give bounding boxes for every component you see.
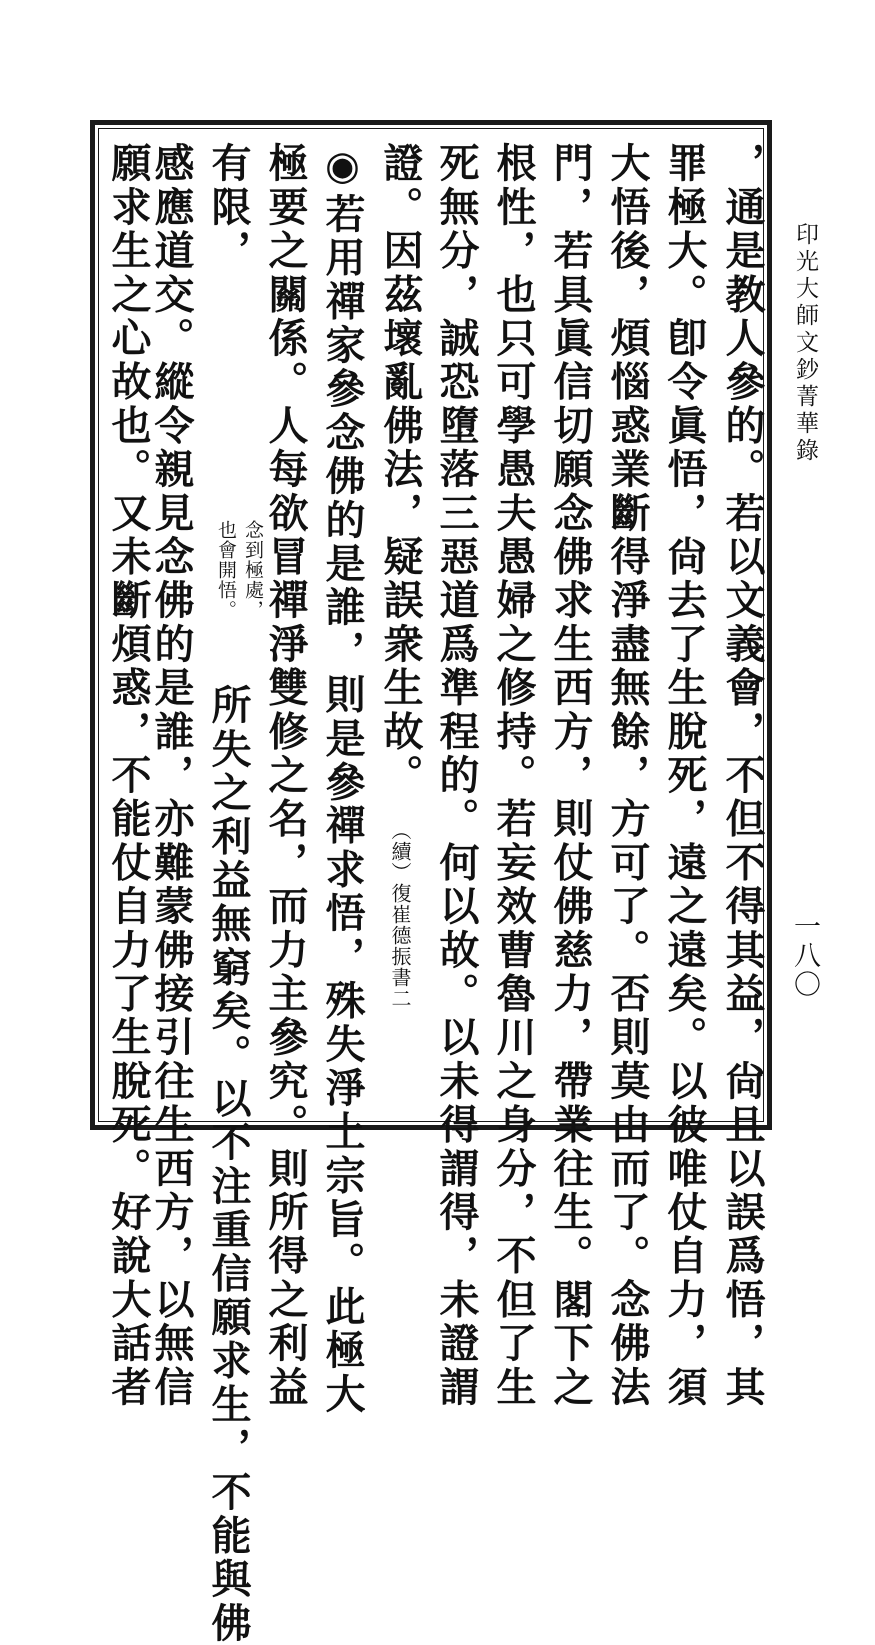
text-column-4: 門，若具眞信切願念佛求生西方，則仗佛慈力，帶業往生。閣下之: [547, 142, 594, 1410]
inline-note-line-a: 念到極處，: [242, 520, 264, 620]
text-column-7-body: 證。因茲壞亂佛法，疑誤衆生故。: [377, 142, 424, 798]
text-column-5: 根性，也只可學愚夫愚婦之修持。若妄效曹魯川之身分，不但了生: [490, 142, 537, 1410]
letter-title: （續）復崔德振書二: [388, 819, 412, 1009]
text-column-7: [377, 142, 424, 1009]
text-column-12: 願求生之心故也。又未斷煩惑，不能仗自力了生脫死。好說大話者: [105, 142, 152, 1410]
text-column-3: 大悟後，煩惱惑業斷得淨盡無餘，方可了。否則莫由而了。念佛法: [604, 142, 651, 1410]
book-title: 印光大師文鈔菁華錄: [792, 222, 818, 465]
text-column-8: ◉若用禪家參念佛的是誰，則是參禪求悟，殊失淨土宗旨。此極大: [319, 142, 366, 1417]
text-column-9: 極要之關係。人每欲冒禪淨雙修之名，而力主參究。則所得之利益: [262, 142, 309, 1410]
text-column-10-bottom: 所失之利益無窮矣。以不注重信願求生，不能與佛: [205, 684, 252, 1645]
text-column-10-top: 有限，: [205, 142, 252, 274]
text-column-1: ，通是教人參的。若以文義會，不但不得其益，尙且以誤爲悟，其: [719, 142, 766, 1410]
text-column-11: 感應道交。縱令親見念佛的是誰，亦難蒙佛接引往生西方，以無信: [148, 142, 195, 1410]
text-column-2: 罪極大。卽令眞悟，尙去了生脫死，遠之遠矣。以彼唯仗自力，須: [661, 142, 708, 1410]
inline-note: [216, 520, 262, 670]
text-column-6: 死無分，誠恐墮落三惡道爲準程的。何以故。以未得謂得，未證謂: [433, 142, 480, 1410]
inline-note-line-b: 也會開悟。: [215, 520, 237, 620]
page-number: 一八〇: [789, 912, 820, 999]
